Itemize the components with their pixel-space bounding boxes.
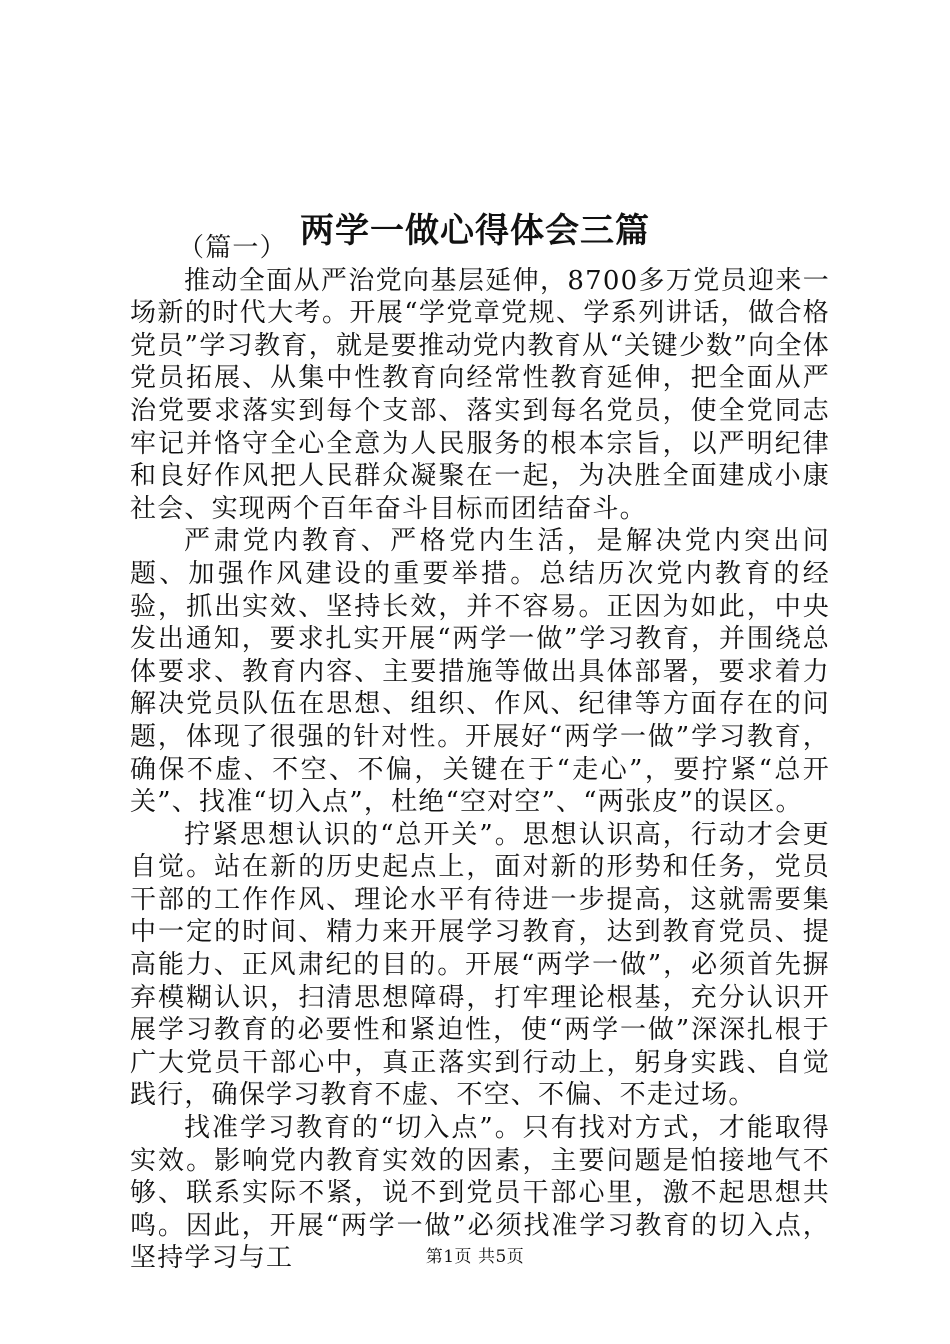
page-number-footer: 第1页 共5页 (425, 1247, 525, 1267)
paragraph-2: 严肃党内教育、严格党内生活，是解决党内突出问题、加强作风建设的重要举措。总结历次党内教育的经验，抓出实效、坚持长效，并不容易。正因为如此，中央发出通知，要求扎实开展“两学一做”学习教育，并围绕总体要求、教育内容、主要措施等做出具体部署，要求着力解决党员队伍在思想、组织、作风、纪律等方面存在的问题，体现了很强的针对性。开展好“两学一做”学习教育，确保不虚、不空、不偏，关键在于“走心”，要拧紧“总开关”、找准“切入点”，杜绝“空对空”、“两张皮”的误区。 (130, 526, 830, 818)
paragraph-1: 推动全面从严治党向基层延伸，8700多万党员迎来一场新的时代大考。开展“学党章党规、学系列讲话，做合格党员”学习教育，就是要推动党内教育从“关键少数”向全体党员拓展、从集中性教育向经常性教育延伸，把全面从严治党要求落实到每个支部、落实到每名党员，使全党同志牢记并恪守全心全意为人民服务的根本宗旨，以严明纪律和良好作风把人民群众凝聚在一起，为决胜全面建成小康社会、实现两个百年奋斗目标而团结奋斗。 (130, 265, 830, 524)
document-body (130, 232, 830, 1275)
document-title: 两学一做心得体会三篇 (300, 210, 650, 251)
paragraph-3: 拧紧思想认识的“总开关”。思想认识高，行动才会更自觉。站在新的历史起点上，面对新的形势和任务，党员干部的工作作风、理论水平有待进一步提高，这就需要集中一定的时间、精力来开展学习教育，达到教育党员、提高能力、正风肃纪的目的。开展“两学一做”，必须首先摒弃模糊认识，扫清思想障碍，打牢理论根基，充分认识开展学习教育的必要性和紧迫性，使“两学一做”深深扎根于广大党员干部心中，真正落实到行动上，躬身实践、自觉践行，确保学习教育不虚、不空、不偏、不走过场。 (130, 819, 830, 1111)
paragraph-4: 找准学习教育的“切入点”。只有找对方式，才能取得实效。影响党内教育实效的因素，主要问题是怕接地气不够、联系实际不紧，说不到党员干部心里，激不起思想共鸣。因此，开展“两学一做”必须找准学习教育的切入点，坚持学习与工 (130, 1113, 830, 1274)
section-label: （篇一） (178, 233, 287, 263)
